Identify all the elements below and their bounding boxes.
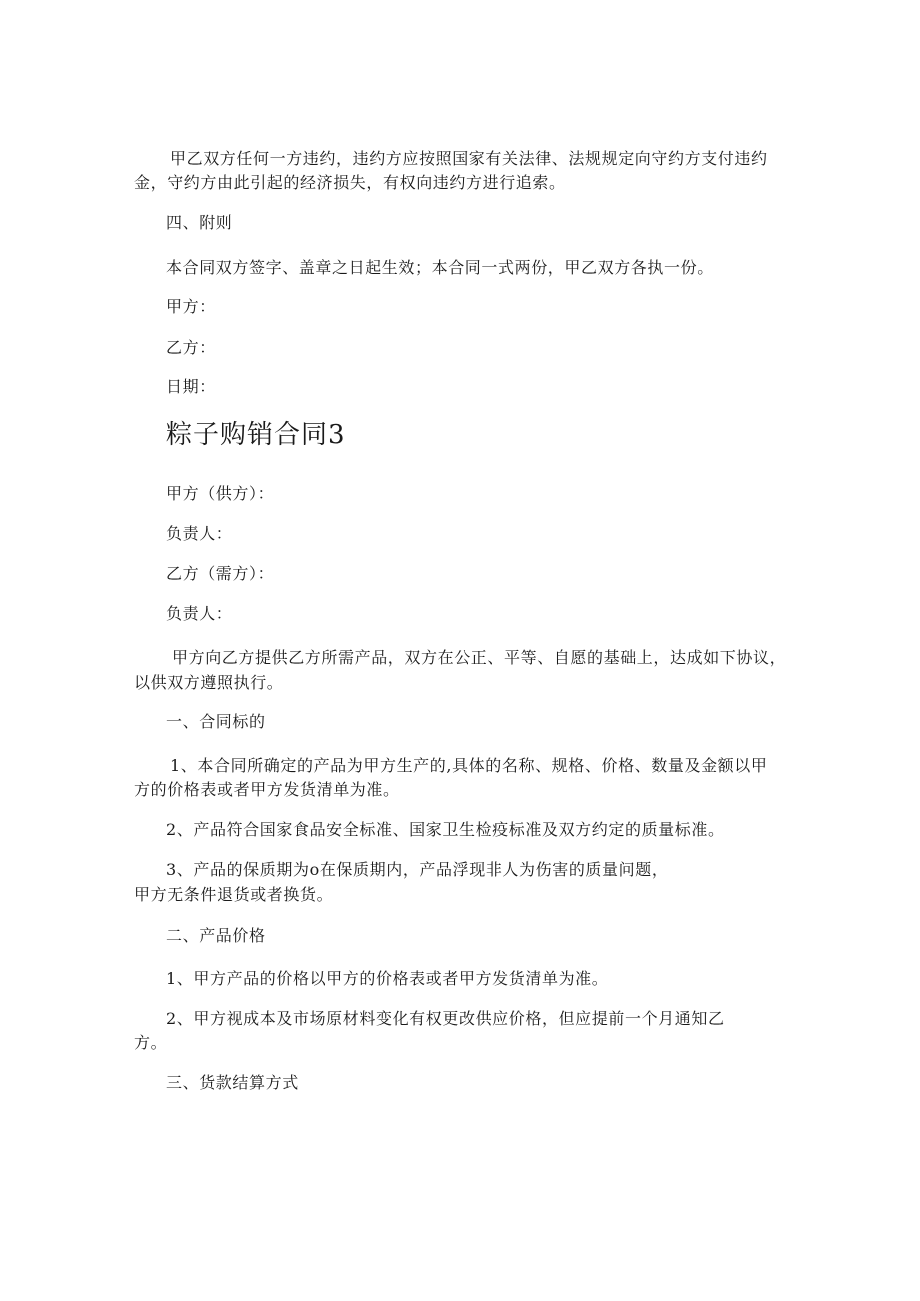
party-a-supplier: 甲方（供方）：	[166, 484, 275, 503]
person-in-charge-a: 负责人：	[166, 524, 233, 543]
list-item: 方的价格表或者甲方发货清单为准。	[134, 780, 400, 799]
person-in-charge-b: 负责人：	[166, 604, 233, 623]
list-item: 1、甲方产品的价格以甲方的价格表或者甲方发货清单为准。	[166, 969, 609, 988]
contract-title: 粽子购销合同3	[166, 420, 346, 450]
list-item: 2、甲方视成本及市场原材料变化有权更改供应价格，但应提前一个月通知乙	[166, 1009, 725, 1028]
section-heading: 一、合同标的	[166, 712, 266, 731]
list-item: 3、产品的保质期为o在保质期内，产品浮现非人为伤害的质量问题，	[166, 860, 669, 879]
paragraph-line: 甲乙双方任何一方违约，违约方应按照国家有关法律、法规规定向守约方支付违约	[170, 149, 768, 168]
paragraph-line: 金，守约方由此引起的经济损失，有权向违约方进行追索。	[134, 173, 566, 192]
list-item: 1、本合同所确定的产品为甲方生产的,具体的名称、规格、价格、数量及金额以甲	[170, 756, 768, 775]
signature-party-a: 甲方：	[166, 297, 216, 316]
section-heading: 二、产品价格	[166, 926, 266, 945]
list-item: 方。	[134, 1033, 168, 1052]
party-b-buyer: 乙方（需方）：	[166, 564, 275, 583]
paragraph-line: 以供双方遵照执行。	[134, 673, 284, 692]
section-heading: 三、货款结算方式	[166, 1073, 299, 1092]
signature-date: 日期：	[166, 377, 216, 396]
paragraph-line: 本合同双方签字、盖章之日起生效；本合同一式两份，甲乙双方各执一份。	[166, 258, 714, 277]
paragraph-line: 甲方向乙方提供乙方所需产品，双方在公正、平等、自愿的基础上，达成如下协议，	[172, 648, 787, 667]
list-item: 甲方无条件退货或者换货。	[134, 885, 334, 904]
section-heading: 四、附则	[166, 213, 233, 232]
signature-party-b: 乙方：	[166, 338, 216, 357]
list-item: 2、产品符合国家食品安全标准、国家卫生检疫标准及双方约定的质量标准。	[166, 820, 725, 839]
